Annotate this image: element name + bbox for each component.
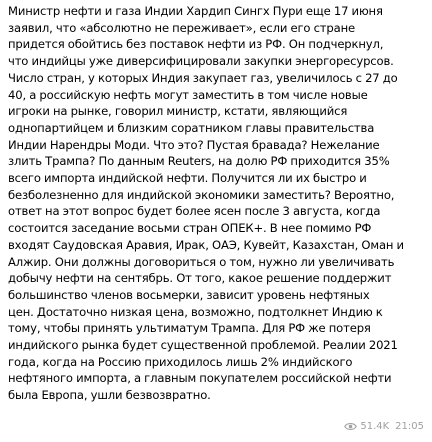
message-text: Министр нефти и газа Индии Хардип Сингх Пури еще 17 июня заявил, что «абсолютно не переживает», если его стране придется обойтись без поставок нефти из РФ. Он подчеркнул, что индийцы уже диверсифицировали закупки энергоресурсов. Число стран, у которых Индия закупает газ, увеличилось с 27 до 40, а российскую нефть могут заместить в том числе новые игроки на рынке, говорил министр, кстати, являющийся однопартийцем и близким соратником главы правительства Индии Нарендры Моди. Что это? Пустая бравада? Нежелание злить Трампа? По данным Reuters, на долю РФ приходится 35% всего импорта индийской нефти. Получится ли их быстро и безболезненно для индийской экономики заместить? Вероятно, ответ на этот вопрос будет более ясен после 3 августа, когда состоится заседание восьми стран ОПЕК+. В нее помимо РФ входят Саудовская Аравия, Ирак, ОАЭ, Кувейт, Казахстан, Оман и Алжир. Они должны договориться о том, нужно ли увеличивать добычу нефти на сентябрь. От того, какое решение поддержит большинство членов восьмерки, зависит уровень нефтяных цен. Достаточно низкая цена, возможно, подтолкнет Индию к тому, чтобы принять ультиматум Трампа. Для РФ же потеря индийского рынка будет существенной проблемой. Реалии 2021 года, когда на Россию приходилось лишь 2% индийского нефтяного импорта, а главным покупателем российской нефти была Европа, ушли безвозвратно. [8, 4, 404, 403]
eye-icon [344, 422, 357, 431]
view-count: 51.4K [360, 421, 390, 432]
message-meta [344, 421, 424, 432]
message-time: 21:05 [395, 421, 424, 432]
